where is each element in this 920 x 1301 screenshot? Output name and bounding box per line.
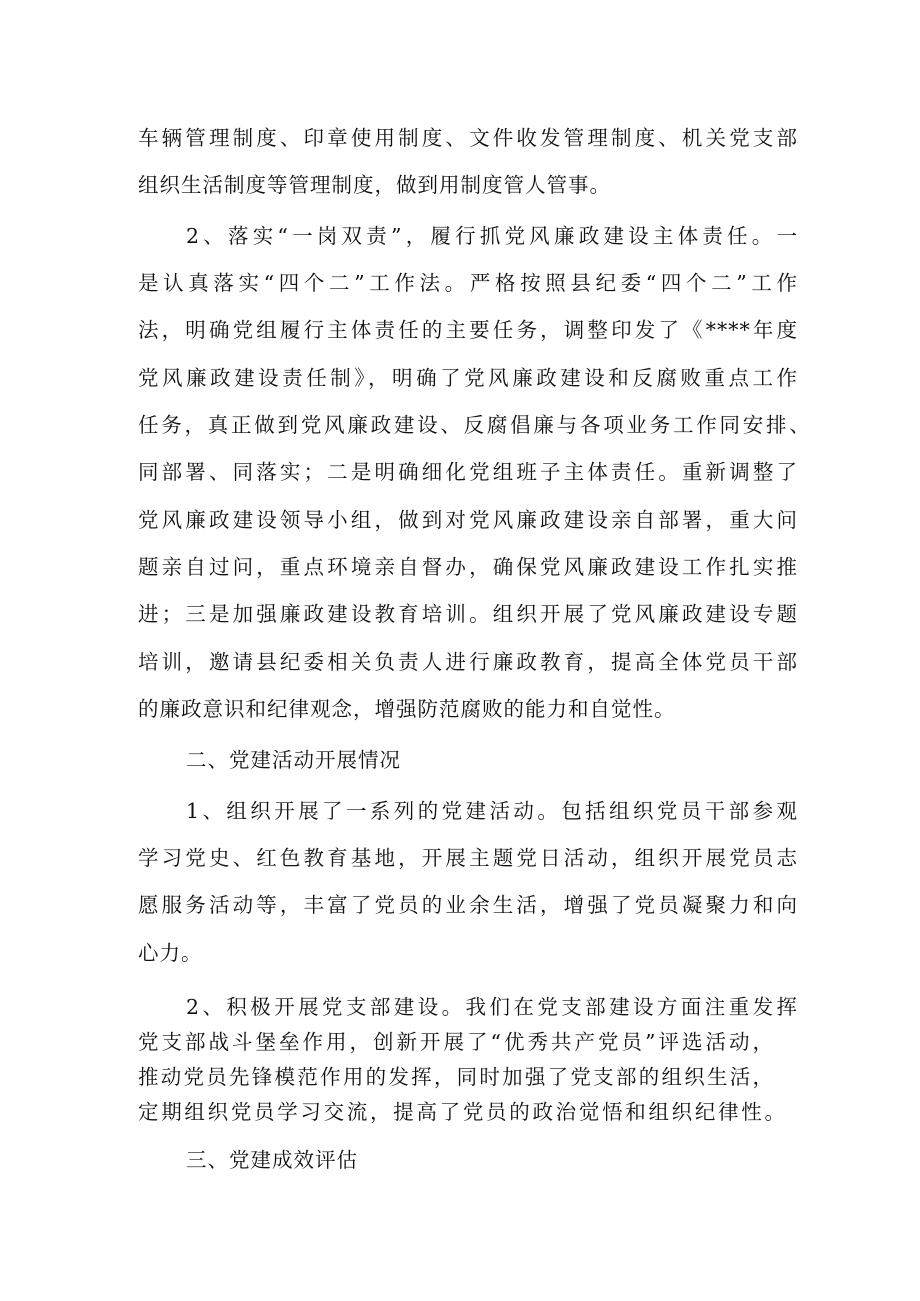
paragraph-line: 组织生活制度等管理制度，做到用制度管人管事。 <box>138 173 611 197</box>
paragraph-line: 党支部战斗堡垒作用，创新开展了“优秀共产党员”评选活动， <box>138 1030 774 1054</box>
paragraph-line: 的廉政意识和纪律观念，增强防范腐败的能力和自觉性。 <box>138 697 676 721</box>
paragraph-line: 任务，真正做到党风廉政建设、反腐倡廉与各项业务工作同安排、 <box>138 413 810 437</box>
paragraph-line: 是认真落实“四个二”工作法。严格按照县纪委“四个二”工作 <box>138 271 798 295</box>
paragraph-line: 学习党史、红色教育基地，开展主题党日活动，组织开展党员志 <box>138 846 798 870</box>
paragraph-line: 1、组织开展了一系列的党建活动。包括组织党员干部参观 <box>186 799 798 823</box>
paragraph-line: 定期组织党员学习交流，提高了党员的政治觉悟和组织纪律性。 <box>138 1100 786 1124</box>
paragraph-line: 法，明确党组履行主体责任的主要任务，调整印发了《****年度 <box>138 318 798 342</box>
section-heading: 三、党建成效评估 <box>186 1148 358 1172</box>
paragraph-line: 心力。 <box>138 941 203 965</box>
paragraph-line: 车辆管理制度、印章使用制度、文件收发管理制度、机关党支部 <box>138 126 798 150</box>
paragraph-line: 推动党员先锋模范作用的发挥，同时加强了党支部的组织生活， <box>138 1065 774 1089</box>
paragraph-line: 题亲自过问，重点环境亲自督办，确保党风廉政建设工作扎实推 <box>138 555 798 579</box>
paragraph-line: 党风廉政建设责任制》，明确了党风廉政建设和反腐败重点工作 <box>138 366 798 390</box>
paragraph-line: 愿服务活动等，丰富了党员的业余生活，增强了党员凝聚力和向 <box>138 893 798 917</box>
section-heading: 二、党建活动开展情况 <box>186 748 401 772</box>
paragraph-line: 进；三是加强廉政建设教育培训。组织开展了党风廉政建设专题 <box>138 602 798 626</box>
paragraph-line: 同部署、同落实；二是明确细化党组班子主体责任。重新调整了 <box>138 460 798 484</box>
paragraph-line: 党风廉政建设领导小组，做到对党风廉政建设亲自部署，重大问 <box>138 508 798 532</box>
paragraph-line: 2、落实“一岗双责”，履行抓党风廉政建设主体责任。一 <box>186 224 798 248</box>
paragraph-line: 培训，邀请县纪委相关负责人进行廉政教育，提高全体党员干部 <box>138 650 798 674</box>
paragraph-line: 2、积极开展党支部建设。我们在党支部建设方面注重发挥 <box>186 995 798 1019</box>
